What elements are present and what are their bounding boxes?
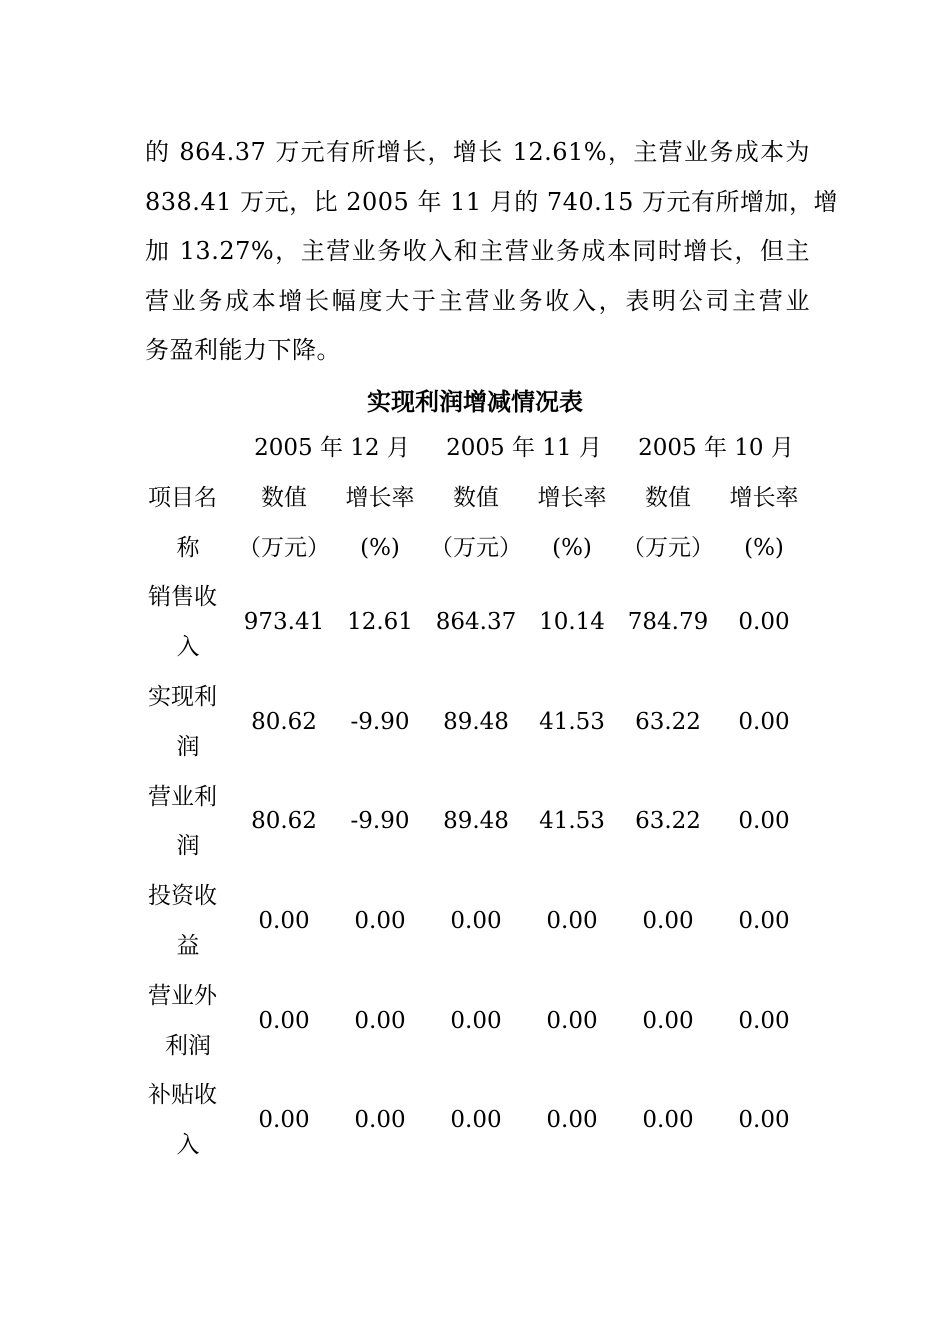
- row-name-cell: [140, 972, 236, 1072]
- period-header-oct: 2005 年 10 月: [638, 435, 794, 461]
- table-row: [140, 773, 812, 873]
- header-name-cell: [140, 524, 236, 574]
- header-name-line2: 称: [176, 534, 200, 561]
- table-cell: 89.48: [443, 708, 509, 735]
- table-cell: 0.00: [258, 908, 310, 935]
- row-name-line1: 营业外: [148, 982, 217, 1009]
- header-value: 数值: [453, 484, 499, 511]
- table-cell: 784.79: [627, 609, 709, 636]
- header-rate-unit: (%): [552, 534, 592, 561]
- row-name-cell: [140, 872, 236, 972]
- header-rate: 增长率: [729, 484, 799, 511]
- table-cell: 0.00: [546, 908, 598, 935]
- table-cell: 0.00: [738, 609, 790, 636]
- profit-table: [140, 424, 812, 1171]
- header-value-unit: （万元）: [430, 534, 522, 561]
- table-cell: 0.00: [450, 1007, 502, 1034]
- row-name-line2: 润: [176, 833, 200, 860]
- row-name-line2: 入: [176, 634, 200, 661]
- table-row: [140, 1071, 812, 1171]
- table-cell: 0.00: [546, 1007, 598, 1034]
- table-row: [140, 872, 812, 972]
- row-name-line1: 销售收: [148, 584, 217, 611]
- table-cell: 0.00: [354, 908, 406, 935]
- table-cell: 10.14: [539, 609, 605, 636]
- body-paragraph: [145, 128, 838, 376]
- paragraph-line: 营业务成本增长幅度大于主营业务收入，表明公司主营业: [145, 286, 810, 315]
- table-cell: 80.62: [251, 708, 317, 735]
- row-name-line2: 利润: [165, 1032, 211, 1059]
- table-cell: 0.00: [642, 908, 694, 935]
- table-row: [140, 972, 812, 1072]
- header-rate: 增长率: [537, 484, 607, 511]
- period-header-nov: 2005 年 11 月: [446, 435, 602, 461]
- table-cell: 63.22: [635, 708, 701, 735]
- table-cell: -9.90: [350, 808, 410, 835]
- table-cell: 0.00: [546, 1107, 598, 1134]
- header-value: 数值: [645, 484, 691, 511]
- header-name-line1: 项目名: [148, 484, 217, 511]
- row-name-line2: 益: [176, 932, 200, 959]
- row-name-line1: 营业利: [148, 783, 217, 810]
- table-cell: 0.00: [738, 1007, 790, 1034]
- table-cell: -9.90: [350, 708, 410, 735]
- row-name-line2: 润: [176, 733, 200, 760]
- column-header-row-1: [140, 474, 812, 524]
- blank-cell: [140, 424, 236, 474]
- table-cell: 0.00: [738, 1107, 790, 1134]
- table-cell: 80.62: [251, 808, 317, 835]
- header-name-cell: [140, 474, 236, 524]
- table-cell: 0.00: [642, 1107, 694, 1134]
- row-name-line1: 投资收: [148, 883, 217, 910]
- table-cell: 973.41: [243, 609, 325, 636]
- row-name-line2: 入: [176, 1132, 200, 1159]
- table-cell: 12.61: [347, 609, 413, 636]
- row-name-cell: [140, 773, 236, 873]
- table-row: [140, 573, 812, 673]
- table-cell: 0.00: [450, 908, 502, 935]
- header-value-unit: （万元）: [238, 534, 330, 561]
- paragraph-line: 838.41 万元，比 2005 年 11 月的 740.15 万元有所增加，增: [145, 187, 838, 216]
- table-cell: 63.22: [635, 808, 701, 835]
- row-name-cell: [140, 673, 236, 773]
- paragraph-line: 务盈利能力下降。: [145, 336, 341, 364]
- paragraph-line: 加 13.27%，主营业务收入和主营业务成本同时增长，但主: [145, 237, 810, 265]
- table-cell: 0.00: [738, 908, 790, 935]
- header-rate-unit: (%): [360, 534, 400, 561]
- table-row: [140, 673, 812, 773]
- table-cell: 41.53: [539, 808, 605, 835]
- table-cell: 89.48: [443, 808, 509, 835]
- row-name-line1: 实现利: [148, 683, 217, 710]
- table-cell: 0.00: [354, 1107, 406, 1134]
- paragraph-line: 的 864.37 万元有所增长，增长 12.61%，主营业务成本为: [145, 138, 810, 166]
- table-cell: 41.53: [539, 708, 605, 735]
- table-cell: 864.37: [435, 609, 517, 636]
- period-header-row: [140, 424, 812, 474]
- table-title: 实现利润增减情况表: [367, 387, 583, 416]
- table-cell: 0.00: [450, 1107, 502, 1134]
- row-name-cell: [140, 573, 236, 673]
- table-cell: 0.00: [738, 708, 790, 735]
- row-name-cell: [140, 1071, 236, 1171]
- table-cell: 0.00: [258, 1007, 310, 1034]
- table-cell: 0.00: [642, 1007, 694, 1034]
- period-header-dec: 2005 年 12 月: [254, 435, 410, 461]
- header-value-unit: （万元）: [622, 534, 714, 561]
- header-rate-unit: (%): [744, 534, 784, 561]
- header-rate: 增长率: [345, 484, 415, 511]
- table-cell: 0.00: [258, 1107, 310, 1134]
- header-value: 数值: [261, 484, 307, 511]
- column-header-row-2: [140, 524, 812, 574]
- table-cell: 0.00: [738, 808, 790, 835]
- table-cell: 0.00: [354, 1007, 406, 1034]
- row-name-line1: 补贴收: [148, 1082, 217, 1109]
- table-body: [140, 573, 812, 1171]
